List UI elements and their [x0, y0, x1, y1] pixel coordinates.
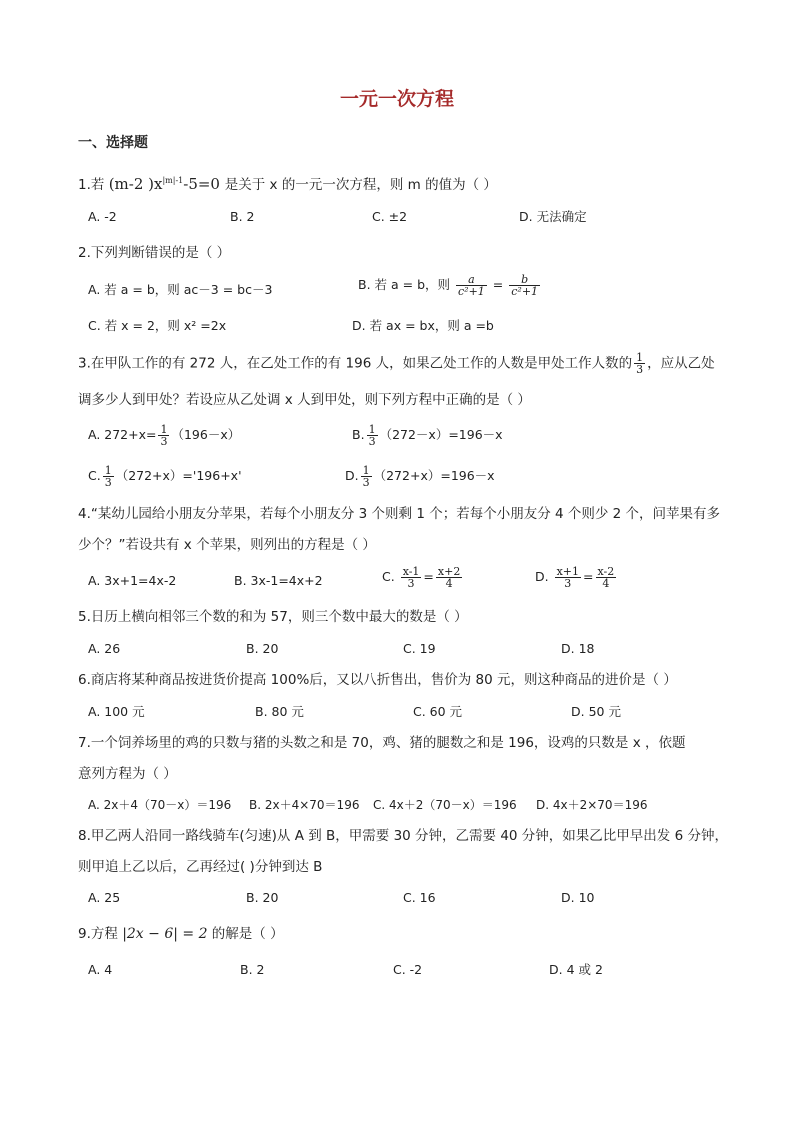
q1-option-b[interactable]: B. 2	[230, 209, 255, 224]
q1-number: 1.若	[78, 177, 105, 193]
q1-option-a[interactable]: A. -2	[88, 209, 117, 224]
question-3-line-2: 调多少人到甲处？若设应从乙处调 x 人到甲处，则下列方程中正确的是（ ）	[78, 392, 531, 408]
q9-option-c[interactable]: C. -2	[393, 962, 423, 977]
q8-option-b[interactable]: B. 20	[246, 890, 279, 905]
q8-option-d[interactable]: D. 10	[561, 890, 595, 905]
q1-text: 是关于 x 的一元一次方程，则 m 的值为（ ）	[224, 177, 497, 193]
question-7-line-2: 意列方程为（ ）	[78, 766, 177, 782]
q9-expression: |2x − 6| = 2	[122, 926, 208, 942]
q1-option-d[interactable]: D. 无法确定	[519, 209, 587, 224]
q4-option-b[interactable]: B. 3x-1=4x+2	[234, 573, 323, 588]
question-7-line-1: 7.一个饲养场里的鸡的只数与猪的头数之和是 70，鸡、猪的腿数之和是 196，设鸡的只数是 x ，依题	[78, 735, 686, 751]
q4-option-c[interactable]: C. $\frac{x-1}{3}$ = $\frac{x+2}{4}$	[382, 565, 461, 590]
q3-option-b[interactable]: B. $\frac{1}{3}$ （272－x）=196－x	[352, 423, 503, 448]
q2-option-a[interactable]: A. 若 a = b，则 ac－3 = bc－3	[88, 282, 273, 297]
q6-option-a[interactable]: A. 100 元	[88, 704, 145, 719]
q5-option-b[interactable]: B. 20	[246, 641, 279, 656]
question-2: 2.下列判断错误的是（ ）	[78, 245, 231, 261]
q8-option-c[interactable]: C. 16	[403, 890, 436, 905]
q2-option-b[interactable]: B. 若 a = b，则 $\frac{a}{\text{c²+1}}$ = $\frac{b}{\text{c²+1}}$	[358, 273, 539, 298]
q9-option-b[interactable]: B. 2	[240, 962, 265, 977]
question-8-line-2: 则甲追上乙以后，乙再经过( )分钟到达 B	[78, 859, 323, 875]
q7-option-c[interactable]: C. 4x＋2（70－x）＝196	[373, 798, 517, 812]
q1-expression: (m-2 )$x^{|m|-1}-5=0$	[108, 175, 220, 193]
q3-option-c[interactable]: C. $\frac{1}{3}$ （272+x）='196+x'	[88, 464, 242, 489]
q3-option-d[interactable]: D. $\frac{1}{3}$ （272+x）=196－x	[345, 464, 495, 489]
q7-option-d[interactable]: D. 4x＋2×70＝196	[536, 798, 648, 812]
q7-option-a[interactable]: A. 2x＋4（70－x）＝196	[88, 798, 232, 812]
q4-option-d[interactable]: D. $\frac{x+1}{3}$ = $\frac{x-2}{4}$	[535, 565, 615, 590]
q6-option-b[interactable]: B. 80 元	[255, 704, 304, 719]
question-9: 9.方程 |2x − 6| = 2 的解是（ ）	[78, 926, 284, 942]
q8-option-a[interactable]: A. 25	[88, 890, 121, 905]
question-8-line-1: 8.甲乙两人沿同一路线骑车(匀速)从 A 到 B，甲需要 30 分钟，乙需要 40 分钟，如果乙比甲早出发 6 分钟，	[78, 828, 728, 844]
question-5: 5.日历上横向相邻三个数的和为 57，则三个数中最大的数是（ ）	[78, 609, 468, 625]
section-heading: 一、选择题	[78, 135, 148, 151]
q3-option-a[interactable]: A. 272+x= $\frac{1}{3}$ （196－x）	[88, 423, 241, 448]
q6-option-d[interactable]: D. 50 元	[571, 704, 621, 719]
q5-option-c[interactable]: C. 19	[403, 641, 436, 656]
q9-option-a[interactable]: A. 4	[88, 962, 113, 977]
q6-option-c[interactable]: C. 60 元	[413, 704, 463, 719]
q9-option-d[interactable]: D. 4 或 2	[549, 962, 603, 977]
question-4-line-2: 少个？”若设共有 x 个苹果，则列出的方程是（ ）	[78, 537, 376, 553]
q2-fraction-b: $\frac{b}{\text{c²+1}}$	[511, 273, 539, 298]
q2-option-c[interactable]: C. 若 x = 2，则 x² =2x	[88, 318, 227, 333]
question-6: 6.商店将某种商品按进货价提高 100%后，又以八折售出，售价为 80 元，则这种商品的进价是（ ）	[78, 672, 677, 688]
q3-fraction: $\frac{1}{3}$	[636, 351, 644, 376]
q4-option-a[interactable]: A. 3x+1=4x-2	[88, 573, 177, 588]
q5-option-a[interactable]: A. 26	[88, 641, 121, 656]
q7-option-b[interactable]: B. 2x＋4×70＝196	[249, 798, 360, 812]
q1-option-c[interactable]: C. ±2	[372, 209, 408, 224]
question-1	[78, 171, 497, 195]
question-4-line-1: 4.“某幼儿园给小朋友分苹果，若每个小朋友分 3 个则剩 1 个；若每个小朋友分 4 个则少 2 个，问苹果有多	[78, 506, 721, 522]
q2-fraction-a: $\frac{a}{\text{c²+1}}$	[458, 273, 485, 298]
question-3-line-1: 3.在甲队工作的有 272 人，在乙处工作的有 196 人，如果乙处工作的人数是甲处工作人数的 $\frac{1}{3}$ ，应从乙处	[78, 351, 715, 376]
q2-option-d[interactable]: D. 若 ax = bx，则 a =b	[352, 318, 494, 333]
page-title: 一元一次方程	[339, 88, 454, 110]
q5-option-d[interactable]: D. 18	[561, 641, 595, 656]
